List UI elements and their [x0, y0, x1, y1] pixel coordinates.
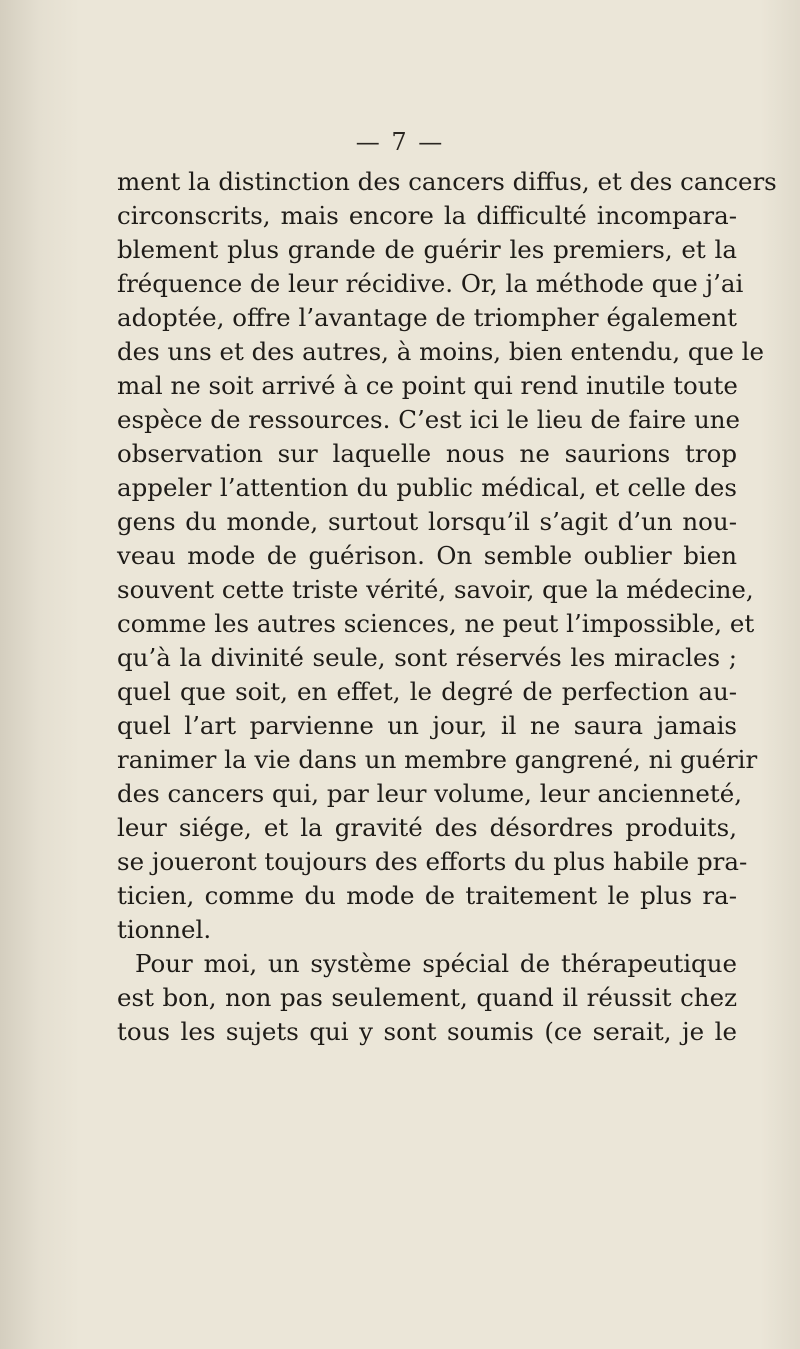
- text-line: leur siége, et la gravité des désordres produits,: [117, 813, 737, 842]
- text-line: appeler l’attention du public médical, et celle des: [117, 473, 737, 502]
- text-line: observation sur laquelle nous ne saurions trop: [117, 439, 737, 468]
- text-line: adoptée, offre l’avantage de triompher également: [117, 303, 737, 332]
- text-line: comme les autres sciences, ne peut l’impossible, et: [117, 609, 755, 638]
- text-line: des cancers qui, par leur volume, leur ancienneté,: [117, 779, 742, 808]
- text-line: quel l’art parvienne un jour, il ne saura jamais: [117, 711, 737, 740]
- text-line: ranimer la vie dans un membre gangrené, ni guérir: [117, 745, 758, 774]
- page-number: — 7 —: [355, 128, 445, 156]
- text-line: qu’à la divinité seule, sont réservés les miracles ;: [117, 643, 737, 672]
- text-line: ment la distinction des cancers diffus, et des cancers: [117, 167, 777, 196]
- text-line: blement plus grande de guérir les premiers, et la: [117, 235, 737, 264]
- text-line: souvent cette triste vérité, savoir, que la médecine,: [117, 575, 754, 604]
- text-line: des uns et des autres, à moins, bien entendu, que le: [117, 337, 764, 366]
- text-line: se joueront toujours des efforts du plus habile pra-: [117, 847, 748, 876]
- text-line: veau mode de guérison. On semble oublier bien: [117, 541, 737, 570]
- text-line: ticien, comme du mode de traitement le plus ra-: [117, 881, 737, 910]
- text-line: espèce de ressources. C’est ici le lieu de faire une: [117, 405, 741, 434]
- text-line: gens du monde, surtout lorsqu’il s’agit d’un nou-: [117, 507, 737, 536]
- text-line: fréquence de leur récidive. Or, la méthode que j’ai: [117, 269, 744, 298]
- text-line: Pour moi, un système spécial de thérapeutique: [135, 949, 737, 978]
- body-text: [117, 165, 777, 1049]
- text-line: circonscrits, mais encore la difficulté incompara-: [117, 201, 737, 230]
- text-line: quel que soit, en effet, le degré de perfection au-: [117, 677, 737, 706]
- text-line: est bon, non pas seulement, quand il réussit chez: [117, 983, 737, 1012]
- text-line: mal ne soit arrivé à ce point qui rend inutile toute: [117, 371, 738, 400]
- text-line: tous les sujets qui y sont soumis (ce serait, je le: [117, 1017, 737, 1046]
- text-line: tionnel.: [117, 915, 212, 944]
